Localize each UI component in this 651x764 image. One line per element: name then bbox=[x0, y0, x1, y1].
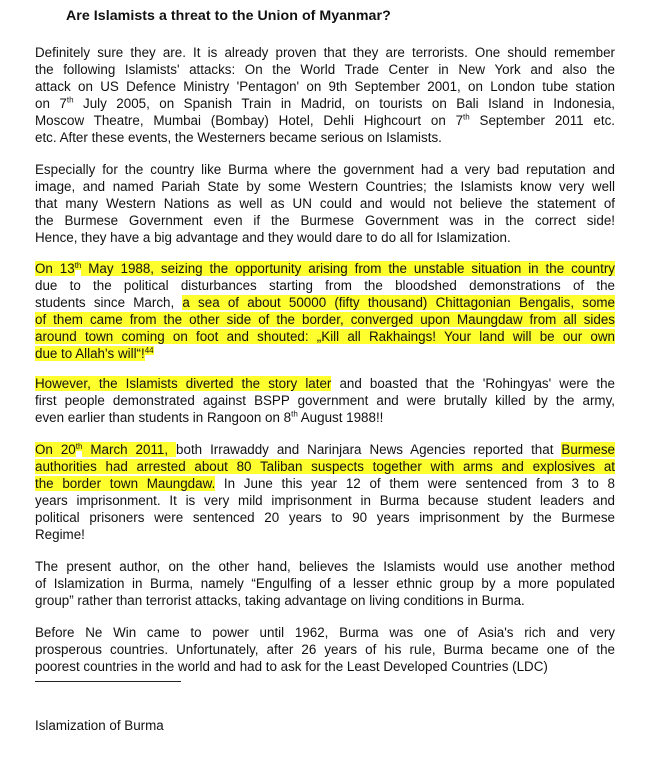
highlighted-text: Burmese bbox=[561, 442, 615, 457]
highlighted-text: authorities had arrested about 80 Taliban suspects together with arms and explosives at bbox=[35, 459, 615, 474]
text-line bbox=[35, 575, 615, 592]
text-line bbox=[35, 592, 615, 609]
footnote-separator bbox=[35, 681, 181, 682]
paragraph-ne-win bbox=[35, 624, 615, 675]
text-line bbox=[35, 277, 615, 294]
text-line bbox=[35, 311, 615, 328]
text-segment: Before Ne Win came to power until 1962, Burma was one of Asia's rich and very bbox=[35, 625, 615, 640]
superscript: th bbox=[463, 112, 470, 122]
text-line bbox=[35, 345, 615, 362]
text-segment: the following Islamists' attacks: On the World Trade Center in New York and also the bbox=[35, 62, 615, 77]
text-segment: of Islamization in Burma, namely “Engulfing of a lesser ethnic group by a more populated bbox=[35, 576, 615, 591]
text-line bbox=[35, 526, 615, 543]
text-line bbox=[35, 178, 615, 195]
text-line bbox=[35, 260, 615, 277]
text-line bbox=[35, 229, 615, 246]
text-line bbox=[35, 641, 615, 658]
text-segment: group” rather than terrorist attacks, taking advantage on living conditions in Burma. bbox=[35, 593, 525, 608]
paragraph-attacks bbox=[35, 44, 615, 146]
text-segment: due to the political disturbances starting from the bloodshed demonstrations of the bbox=[35, 278, 615, 293]
text-line bbox=[35, 441, 615, 458]
text-line bbox=[35, 558, 615, 575]
highlighted-text: due to Allah's will“! bbox=[35, 346, 145, 361]
text-line bbox=[35, 61, 615, 78]
text-line bbox=[35, 658, 615, 675]
text-line bbox=[35, 458, 615, 475]
superscript: th bbox=[66, 95, 74, 105]
highlighted-text: On 20 bbox=[35, 442, 76, 457]
text-line bbox=[35, 112, 615, 129]
text-segment: attack on US Defence Ministry 'Pentagon' on 9th September 2001, on London tube station bbox=[35, 79, 615, 94]
text-line bbox=[35, 509, 615, 526]
text-segment: etc. After these events, the Westerners became serious on Islamists. bbox=[35, 130, 442, 145]
text-segment: Hence, they have a big advantage and they would dare to do all for Islamization. bbox=[35, 230, 511, 245]
text-line bbox=[35, 44, 615, 61]
text-segment: September 2011 etc. bbox=[469, 113, 616, 128]
highlighted-text: May 1988, seizing the opportunity arising from the unstable situation in the country bbox=[81, 261, 615, 276]
text-segment: Definitely sure they are. It is already proven that they are terrorists. One should remember bbox=[35, 45, 615, 60]
text-line bbox=[35, 475, 615, 492]
text-segment: prosperous countries. Unfortunately, after 26 years of his rule, Burma became one of the bbox=[35, 642, 615, 657]
paragraph-burma-reputation bbox=[35, 161, 615, 246]
text-line bbox=[35, 492, 615, 509]
highlighted-text: However, the Islamists diverted the story later bbox=[35, 376, 332, 391]
text-line bbox=[35, 95, 615, 112]
text-segment: on 7 bbox=[35, 96, 67, 111]
footer-text: Islamization of Burma bbox=[35, 718, 164, 733]
text-line bbox=[35, 328, 615, 345]
highlighted-text: th bbox=[74, 260, 82, 270]
text-segment: even earlier than students in Rangoon on 8 bbox=[35, 410, 292, 425]
text-line bbox=[35, 409, 615, 426]
text-line bbox=[35, 129, 615, 146]
text-line bbox=[35, 161, 615, 178]
highlighted-text: around town coming on foot and shouted: „Kill all Rakhaings! Your land will be our own bbox=[35, 329, 615, 344]
text-segment: both Irrawaddy and Narinjara News Agencies reported that bbox=[176, 442, 562, 457]
highlighted-text: a sea of about 50000 (fifty thousand) Chittagonian Bengalis, some bbox=[182, 295, 615, 310]
text-segment: August 1988!! bbox=[297, 410, 384, 425]
text-segment: image, and named Pariah State by some Western Countries; the Islamists know very well bbox=[35, 179, 615, 194]
highlighted-text: On 13 bbox=[35, 261, 75, 276]
text-segment: students since March, bbox=[35, 295, 183, 310]
text-segment: Especially for the country like Burma where the government had a very bad reputation and bbox=[35, 162, 615, 177]
text-line bbox=[35, 375, 615, 392]
highlighted-text: 44 bbox=[144, 345, 154, 355]
text-segment: The present author, on the other hand, believes the Islamists would use another method bbox=[35, 559, 615, 574]
highlighted-text: the border town Maungdaw. bbox=[35, 476, 216, 491]
page-title: Are Islamists a threat to the Union of Myanmar? bbox=[66, 8, 391, 24]
text-line bbox=[35, 624, 615, 641]
paragraph-march-2011 bbox=[35, 441, 615, 543]
text-segment: In June this year 12 of them were sentenced from 3 to 8 bbox=[215, 476, 615, 491]
highlighted-text: th bbox=[75, 441, 83, 451]
paragraph-may-1988 bbox=[35, 260, 615, 362]
text-segment: the Burmese Government even if the Burmese Government was in the correct side! bbox=[35, 213, 615, 228]
paragraph-present-author bbox=[35, 558, 615, 609]
text-line bbox=[35, 392, 615, 409]
paragraph-islamists-story bbox=[35, 375, 615, 426]
text-line bbox=[35, 294, 615, 311]
text-segment: that many Western Nations as well as UN could and would not believe the statement of bbox=[35, 196, 615, 211]
highlighted-text: of them came from the other side of the border, converged upon Maungdaw from all sides bbox=[35, 312, 615, 327]
text-segment: July 2005, on Spanish Train in Madrid, on tourists on Bali Island in Indonesia, bbox=[73, 96, 616, 111]
text-line bbox=[35, 78, 615, 95]
highlighted-text: March 2011, bbox=[82, 442, 177, 457]
superscript: th bbox=[291, 409, 298, 419]
text-segment: first people demonstrated against BSPP government and were brutally killed by the army, bbox=[35, 393, 615, 408]
text-line bbox=[35, 212, 615, 229]
text-segment: Moscow Theatre, Mumbai (Bombay) Hotel, Dehli Highcourt on 7 bbox=[35, 113, 464, 128]
text-segment: political prisoners were sentenced 20 years to 90 years imprisonment by the Burmese bbox=[35, 510, 615, 525]
text-line bbox=[35, 195, 615, 212]
text-segment: and boasted that the 'Rohingyas' were the bbox=[331, 376, 616, 391]
text-segment: Regime! bbox=[35, 527, 85, 542]
text-segment: years imprisonment. It is very mild imprisonment in Burma because student leaders and bbox=[35, 493, 615, 508]
text-segment: poorest countries in the world and had to ask for the Least Developed Countries (LDC) bbox=[35, 659, 548, 674]
